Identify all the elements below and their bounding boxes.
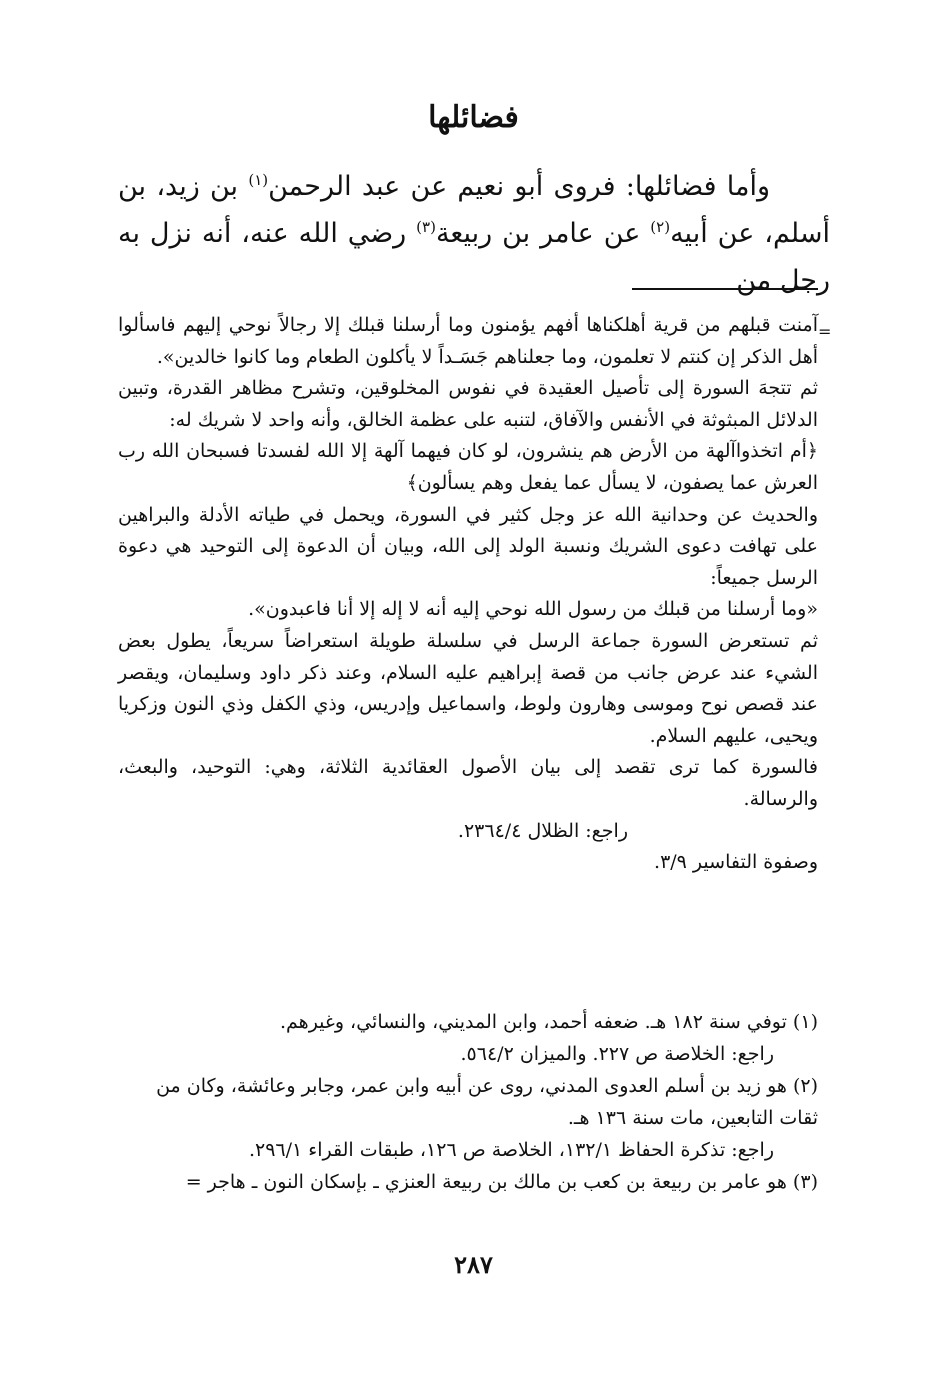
note-paragraph: فالسورة كما ترى تقصد إلى بيان الأصول العقائدية الثلاثة، وهي: التوحيد، والبعث، والرسالة. (118, 756, 818, 810)
footnote-2-reference: راجع: تذكرة الحفاظ ١٣٢/١، الخلاصة ص ١٢٦، طبقات القراء ٢٩٦/١. (248, 1139, 774, 1161)
footnote-ref-3: (٣) (416, 218, 436, 236)
main-text-part-4: رضي الله عنه، أنه نزل به رجل من (118, 218, 830, 296)
page-number: ٢٨٧ (454, 1250, 493, 1279)
footnote-separator (632, 288, 818, 290)
continued-footnote (118, 310, 818, 879)
footnote-1-reference: راجع: الخلاصة ص ٢٢٧. والميزان ٥٦٤/٢. (460, 1043, 774, 1065)
reference-line: راجع: الظلال ٢٣٦٤/٤. (457, 819, 628, 842)
quran-quote: «وما أرسلنا من قبلك من رسول الله نوحي إليه أنه لا إله إلا أنا فاعبدون». (248, 598, 818, 621)
note-paragraph: ثم تستعرض السورة جماعة الرسل في سلسلة طويلة استعراضاً سريعاً، يطول بعض الشيء عند عرض جانب من قصة إبراهيم عليه السلام، وعند ذكر داود وسليمان، ويقصر عند قصص نوح وموسى وهارون ولوط، واسماعيل وإدريس، وذي الكفل وذي النون وزكريا ويحيى، عليهم السلام. (118, 629, 818, 747)
main-text-part-3: عن عامر بن ربيعة (435, 218, 651, 249)
footnote-ref-2: (٢) (650, 218, 671, 236)
footnotes (118, 1006, 818, 1198)
section-heading: فضائلها (428, 100, 519, 135)
reference-line: وصفوة التفاسير ٣/٩. (654, 851, 818, 874)
footnote-2: (٢) هو زيد بن أسلم العدوى المدني، روى عن أبيه وابن عمر، وجابر وعائشة، وكان من ثقات التابعين، مات سنة ١٣٦ هـ. (156, 1075, 818, 1129)
main-paragraph (118, 163, 830, 304)
footnote-ref-1: (١) (248, 171, 269, 189)
note-paragraph: والحديث عن وحدانية الله عز وجل كثير في السورة، ويحمل في طياته الأدلة والبراهين على تهافت دعوى الشريك ونسبة الولد إلى الله، وبيان أن الدعوة إلى التوحيد هي دعوة الرسل جميعاً: (118, 503, 818, 589)
note-paragraph: ثم تتجهَ السورة إلى تأصيل العقيدة في نفوس المخلوقين، وتشرح مظاهر القدرة، وتبين الدلائل المبثوثة في الأنفس والآفاق، لتنبه على عظمة الخالق، وأنه واحد لا شريك له: (118, 377, 818, 431)
main-text-part-1: وأما فضائلها: فروى أبو نعيم عن عبد الرحمن (268, 171, 771, 202)
footnote-1: (١) توفي سنة ١٨٢ هـ. ضعفه أحمد، وابن المديني، والنسائي، وغيرهم. (279, 1011, 818, 1033)
continuation-mark: = (818, 322, 832, 341)
note-paragraph: آمنت قبلهم من قرية أهلكناها أفهم يؤمنون وما أرسلنا قبلك إلا رجالاً نوحي إليهم فاسألوا أهل الذكر إن كنتم لا تعلمون، وما جعلناهم جَسَـداً لا يأكلون الطعام وما كانوا خالدين». (118, 314, 818, 368)
quran-quote: ﴿أم اتخذواآلهة من الأرض هم ينشرون، لو كان فيهما آلهة إلا الله لفسدتا فسبحان الله رب العرش عما يصفون، لا يسأل عما يفعل وهم يسألون﴾ (118, 440, 818, 494)
footnote-3: (٣) هو عامر بن ربيعة بن كعب بن مالك بن ربيعة العنزي ـ بإسكان النون ـ هاجر = (185, 1171, 818, 1193)
main-text-part-2: بن زيد، بن أسلم، عن أبيه (118, 171, 830, 249)
